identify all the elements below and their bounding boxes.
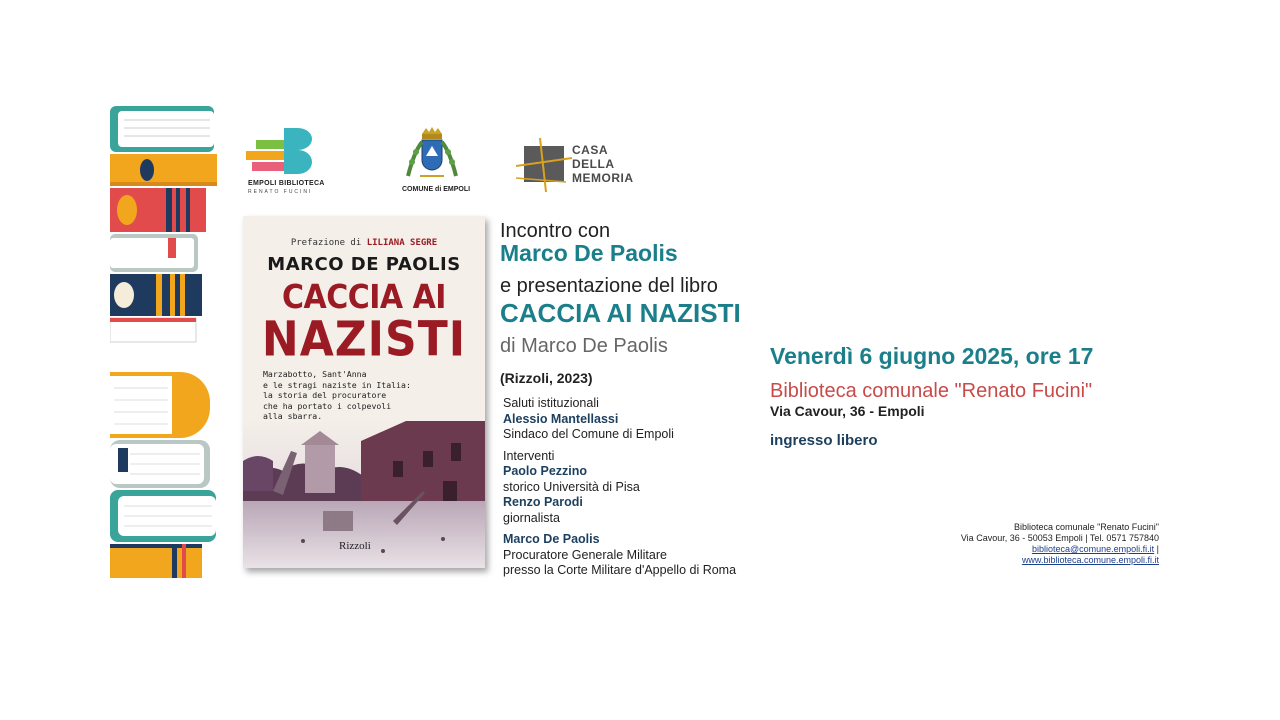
casa-logo-line1: CASA — [572, 143, 609, 157]
contact-email-line — [880, 544, 1159, 555]
cover-author: MARCO DE PAOLIS — [267, 254, 461, 275]
cover-preface-name: LILIANA SEGRE — [366, 238, 438, 248]
cover-preface-prefix: Prefazione di — [290, 238, 362, 248]
biblioteca-logo-subname: RENATO FUCINI — [248, 189, 313, 195]
speaker-name: Renzo Parodi — [503, 495, 583, 509]
greeter-name: Alessio Mantellassi — [503, 411, 619, 426]
cover-subtitle-line: che ha portato i colpevoli — [263, 400, 392, 411]
coat-of-arms-icon — [402, 126, 462, 184]
contact-name: Biblioteca comunale "Renato Fucini" — [1014, 522, 1159, 532]
contact-address: Via Cavour, 36 - 50053 Empoli | Tel. 0571 757840 — [960, 533, 1159, 543]
contact-website-link[interactable]: www.biblioteca.comune.empoli.fi.it — [1021, 555, 1159, 565]
admission-note: ingresso libero — [770, 432, 878, 449]
guest-name: Marco De Paolis — [500, 240, 678, 266]
event-address: Via Cavour, 36 - Empoli — [770, 403, 925, 419]
contact-email-link[interactable]: biblioteca@comune.empoli.fi.it — [1031, 544, 1155, 554]
talks-label: Interventi — [503, 448, 555, 463]
cover-publisher: Rizzoli — [339, 540, 371, 552]
cover-subtitle — [263, 369, 463, 422]
greeter-role: Sindaco del Comune di Empoli — [503, 427, 674, 441]
speaker-role: presso la Corte Militare d'Appello di Roma — [503, 563, 737, 577]
speaker-name: Paolo Pezzino — [503, 464, 588, 478]
casa-logo-line3: MEMORIA — [572, 171, 634, 185]
biblioteca-logo-name: EMPOLI BIBLIOTECA — [248, 180, 325, 187]
cover-subtitle-line: e le stragi naziste in Italia: — [263, 379, 411, 390]
cover-preface — [251, 238, 477, 248]
biblioteca-logo — [244, 126, 326, 196]
comune-logo-name: COMUNE di EMPOLI — [402, 186, 471, 193]
contact-separator: | — [1154, 544, 1159, 554]
comune-logo — [402, 126, 471, 198]
cover-subtitle-line: alla sbarra. — [263, 411, 323, 421]
book-stack-illustration — [110, 106, 220, 578]
casa-della-memoria-logo — [516, 138, 636, 192]
presentation-text: e presentazione del libro — [500, 275, 718, 297]
casa-della-memoria-mark-icon — [516, 138, 572, 192]
speaker-role: storico Università di Pisa — [503, 479, 640, 494]
cover-title-line1: CACCIA AI — [282, 278, 446, 317]
book-title: CACCIA AI NAZISTI — [500, 298, 741, 328]
casa-logo-line2: DELLA — [572, 157, 615, 171]
cover-title-line2: NAZISTI — [261, 311, 467, 368]
cover-subtitle-line: la storia del procuratore — [263, 390, 387, 400]
biblioteca-logo-icon — [244, 126, 326, 178]
greetings-label: Saluti istituzionali — [503, 396, 599, 410]
speaker-role: Procuratore Generale Militare — [503, 547, 667, 562]
book-edition: (Rizzoli, 2023) — [500, 370, 593, 386]
speaker-name: Marco De Paolis — [503, 532, 600, 546]
speaker-role: giornalista — [503, 510, 560, 525]
book-cover — [243, 216, 485, 568]
book-author: di Marco De Paolis — [500, 335, 668, 357]
program — [503, 396, 783, 579]
event-venue: Biblioteca comunale "Renato Fucini" — [770, 380, 1093, 402]
cover-subtitle-line: Marzabotto, Sant'Anna — [263, 369, 367, 379]
intro-text: Incontro con — [500, 220, 611, 242]
event-date: Venerdì 6 giugno 2025, ore 17 — [770, 343, 1094, 369]
contact-info — [880, 522, 1159, 566]
